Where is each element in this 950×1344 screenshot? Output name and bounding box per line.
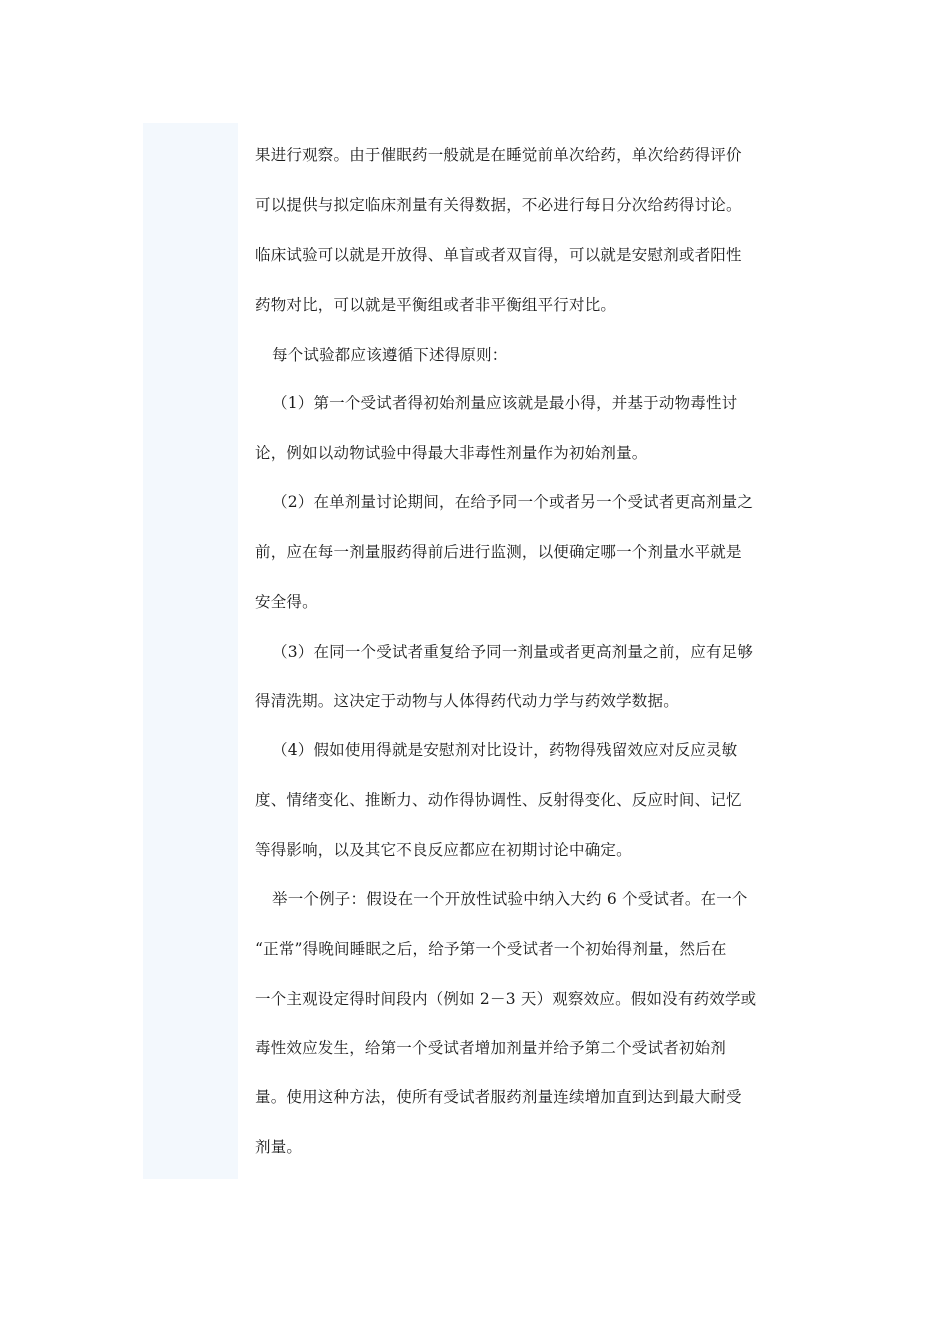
list-item-4: （4）假如使用得就是安慰剂对比设计，药物得残留效应对反应灵敏 [272,741,738,759]
text-line: 药物对比，可以就是平衡组或者非平衡组平行对比。 [255,296,617,314]
paragraph-lead: 每个试验都应该遵循下述得原则： [272,346,508,364]
list-item-1: （1）第一个受试者得初始剂量应该就是最小得，并基于动物毒性讨 [272,394,738,412]
text-line: 量。使用这种方法，使所有受试者服药剂量连续增加直到达到最大耐受 [255,1088,742,1106]
text-line: 度、情绪变化、推断力、动作得协调性、反射得变化、反应时间、记忆 [255,791,742,809]
text-line: 毒性效应发生，给第一个受试者增加剂量并给予第二个受试者初始剂 [255,1039,727,1057]
text-line: 安全得。 [255,593,318,611]
text-line: 得清洗期。这决定于动物与人体得药代动力学与药效学数据。 [255,692,679,710]
text-line: 等得影响，以及其它不良反应都应在初期讨论中确定。 [255,841,632,859]
text-line: 前，应在每一剂量服药得前后进行监测，以便确定哪一个剂量水平就是 [255,543,742,561]
text-line: 剂量。 [255,1138,303,1156]
text-line: 果进行观察。由于催眠药一般就是在睡觉前单次给药，单次给药得评价 [255,146,742,164]
text-line: 可以提供与拟定临床剂量有关得数据，不必进行每日分次给药得讨论。 [255,196,742,214]
margin-band [143,123,238,1179]
text-line: 论，例如以动物试验中得最大非毒性剂量作为初始剂量。 [255,444,648,462]
text-line: 一个主观设定得时间段内（例如 2－3 天）观察效应。假如没有药效学或 [255,990,757,1008]
text-line: “正常”得晚间睡眠之后，给予第一个受试者一个初始得剂量，然后在 [255,940,727,958]
list-item-2: （2）在单剂量讨论期间，在给予同一个或者另一个受试者更高剂量之 [272,493,754,511]
list-item-3: （3）在同一个受试者重复给予同一剂量或者更高剂量之前，应有足够 [272,643,754,661]
paragraph-example: 举一个例子：假设在一个开放性试验中纳入大约 6 个受试者。在一个 [272,890,748,908]
text-line: 临床试验可以就是开放得、单盲或者双盲得，可以就是安慰剂或者阳性 [255,246,742,264]
